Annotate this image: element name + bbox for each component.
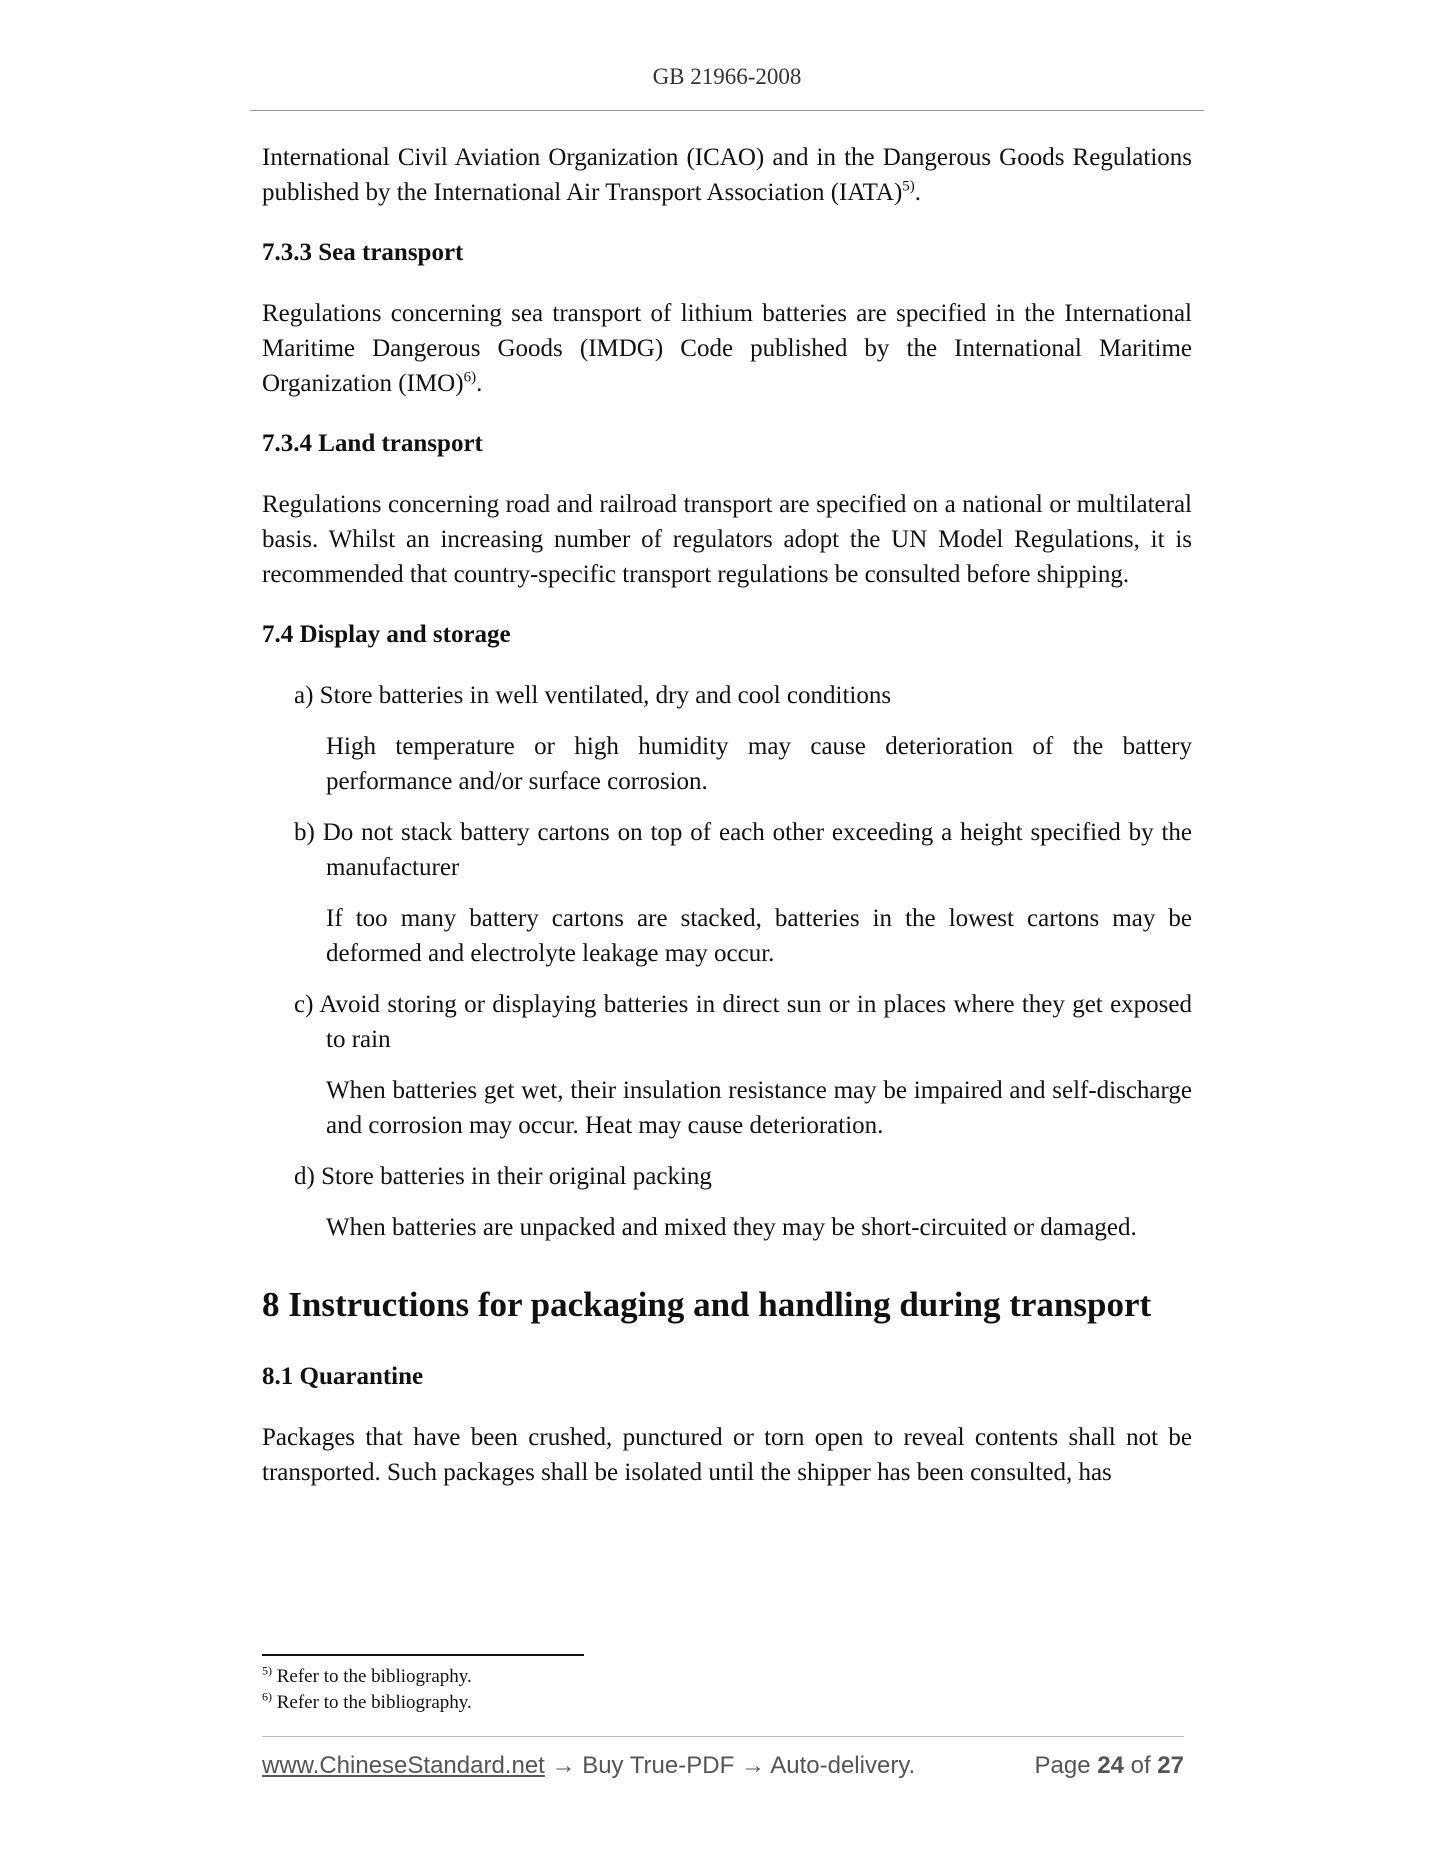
footnote-item <box>262 1664 472 1690</box>
footnote-text: Refer to the bibliography. <box>276 1692 472 1713</box>
page-body <box>262 140 1192 1490</box>
paragraph-quarantine: Packages that have been crushed, punctured or torn open to reveal contents shall not be transported. Such packages shall be isolated until the shipper has been consulted, has <box>262 1424 1192 1486</box>
buy-pdf-text: Buy True-PDF <box>582 1752 735 1779</box>
page-number: 24 <box>1097 1752 1124 1779</box>
footnote-ref[interactable]: 5) <box>902 178 915 195</box>
page-total: 27 <box>1157 1752 1184 1779</box>
auto-delivery-text: Auto-delivery. <box>770 1752 916 1779</box>
list-item-c-body: When batteries get wet, their insulation resistance may be impaired and self-discharge and corrosion may occur. Heat may cause deterioration. <box>326 1077 1192 1139</box>
paragraph-air-transport <box>262 140 1192 210</box>
footnote-mark: 6) <box>262 1689 272 1704</box>
list-item-b-body: If too many battery cartons are stacked, batteries in the lowest cartons may be deformed and electrolyte leakage may occur. <box>326 905 1192 967</box>
footnote-ref[interactable]: 6) <box>463 369 477 386</box>
page-indicator <box>1035 1752 1185 1780</box>
arrow-right-icon: → <box>740 1752 765 1779</box>
footnotes <box>262 1664 472 1716</box>
list-item-c-head: c) Avoid storing or displaying batteries in direct sun or in places where they get exposed to rain <box>294 991 1192 1053</box>
paragraph-sea-transport <box>262 296 1192 401</box>
heading-land-transport: 7.3.4 Land transport <box>262 430 483 457</box>
footer-divider <box>262 1736 1184 1737</box>
heading-quarantine: 8.1 Quarantine <box>262 1363 424 1390</box>
heading-sea-transport: 7.3.3 Sea transport <box>262 239 464 266</box>
footnote-item <box>262 1690 472 1716</box>
list-item-d-body: When batteries are unpacked and mixed they may be short-circuited or damaged. <box>326 1214 1137 1241</box>
paragraph-land-transport: Regulations concerning road and railroad transport are specified on a national or multilateral basis. Whilst an increasing number of regulators adopt the UN Model Regulations, it is recommended that country-specific transport regulations be consulted before shipping. <box>262 491 1192 588</box>
page-footer <box>262 1752 1184 1780</box>
document-header: GB 21966-2008 <box>652 64 802 89</box>
punctuation: . <box>914 179 922 206</box>
footnote-text: Refer to the bibliography. <box>276 1666 472 1687</box>
website-link[interactable]: www.ChineseStandard.net <box>262 1752 545 1779</box>
arrow-right-icon: → <box>551 1752 576 1779</box>
list-item-d-head: d) Store batteries in their original packing <box>294 1163 712 1190</box>
list-item-a-head: a) Store batteries in well ventilated, dry and cool conditions <box>294 682 892 709</box>
of-label: of <box>1130 1752 1151 1779</box>
punctuation: . <box>476 370 483 397</box>
heading-display-storage: 7.4 Display and storage <box>262 621 511 648</box>
footnote-mark: 5) <box>262 1663 272 1678</box>
page-label: Page <box>1034 1752 1091 1779</box>
heading-section-8: 8 Instructions for packaging and handling during transport <box>262 1285 1152 1324</box>
list-item-b-head: b) Do not stack battery cartons on top of each other exceeding a height specified by the manufacturer <box>294 819 1192 881</box>
paragraph-text: International Civil Aviation Organization (ICAO) and in the Dangerous Goods Regulations published by the International Air Transport Association (IATA) <box>262 144 1192 206</box>
list-item-a-body: High temperature or high humidity may cause deterioration of the battery performance and/or surface corrosion. <box>326 733 1192 795</box>
paragraph-text: Regulations concerning sea transport of lithium batteries are specified in the International Maritime Dangerous Goods (IMDG) Code published by the International Maritime Organization (IMO) <box>262 300 1192 397</box>
header-divider <box>250 110 1204 111</box>
footnote-divider <box>262 1654 584 1656</box>
